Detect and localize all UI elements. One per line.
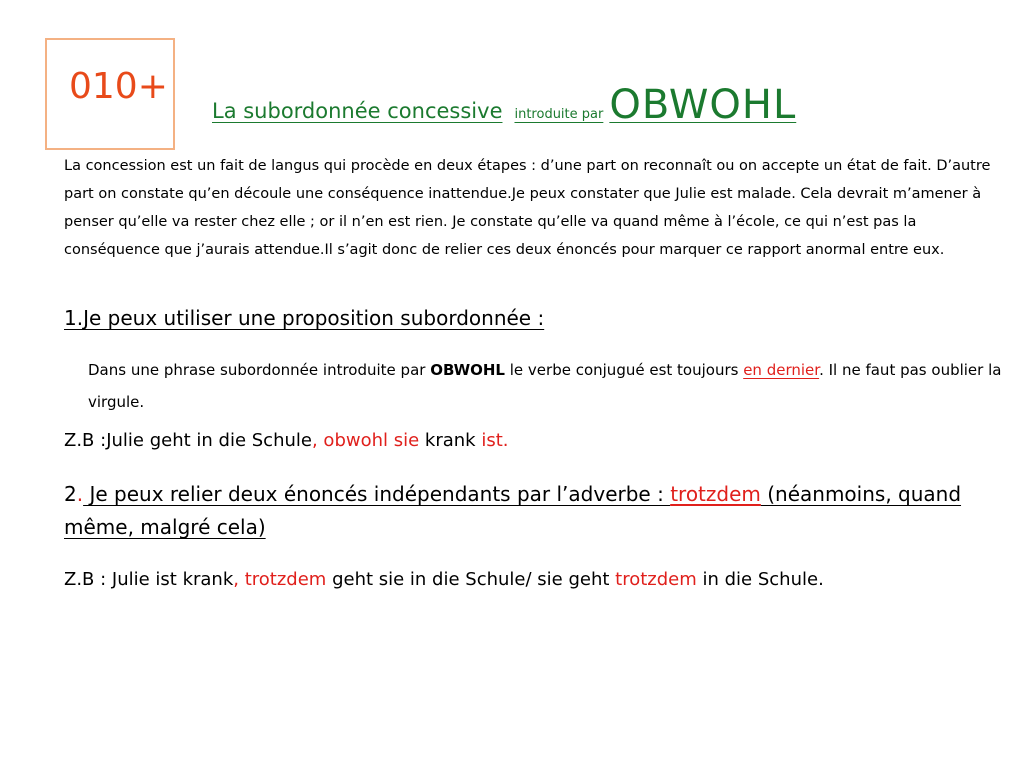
ex1-prefix: Z.B :Julie geht in die Schule (64, 430, 312, 451)
ex1-obwohl: obwohl (317, 430, 394, 451)
slide-number: 010+ (69, 66, 168, 107)
section1-heading: 1.Je peux utiliser une proposition subordonnée : (64, 306, 545, 330)
slide-number-badge (45, 38, 175, 150)
section2-dot: . (76, 482, 84, 506)
ex2-prefix: Z.B : Julie ist krank (64, 569, 234, 590)
page-title (212, 82, 796, 128)
ex1-sie: sie (393, 430, 420, 451)
rule-part3: . Il ne faut pas oublier la virgule. (88, 361, 1002, 411)
section2-example (64, 569, 824, 590)
section2-keyword: trotzdem (670, 482, 761, 506)
ex2-trotzdem2: trotzdem (615, 569, 697, 590)
ex1-krank: krank (419, 430, 482, 451)
rule-keyword: OBWOHL (430, 361, 505, 379)
rule-highlight: en dernier (743, 361, 820, 379)
section2-heading (64, 478, 1014, 544)
ex2-middle: geht sie in die Schule/ sie geht (326, 569, 616, 590)
title-main: La subordonnée concessive (212, 99, 503, 123)
rule-part1: Dans une phrase subordonnée introduite par (88, 361, 431, 379)
section1-rule (88, 354, 1013, 418)
title-keyword: OBWOHL (609, 82, 797, 128)
title-small: introduite par (514, 107, 604, 122)
section1-example (64, 430, 509, 451)
section2-number: 2 (64, 482, 77, 506)
rule-part2: le verbe conjugué est toujours (504, 361, 744, 379)
ex2-end: in die Schule. (696, 569, 824, 590)
ex1-ist: ist. (481, 430, 509, 451)
ex1-comma: , (311, 430, 318, 451)
section2-heading-part1: Je peux relier deux énoncés indépendants par l’adverbe : (83, 482, 671, 506)
section2-heading-part2: (néanmoins, quand même, malgré cela) (64, 482, 962, 539)
intro-paragraph: La concession est un fait de langus qui procède en deux étapes : d’une part on reconnaît ou on accepte un état de fait. D’autre part on constate qu’en découle une conséquence inattendue.Je peux constater que Julie est malade. Cela devrait m’amener à penser qu’elle va rester chez elle ; or il n’en est rien. Je constate qu’elle va quand même à l’école, ce qui n’est pas la conséquence que j’aurais attendue.Il s’agit donc de relier ces deux énoncés pour marquer ce rapport anormal entre eux. (64, 158, 991, 258)
ex2-trotzdem1: , trotzdem (233, 569, 327, 590)
